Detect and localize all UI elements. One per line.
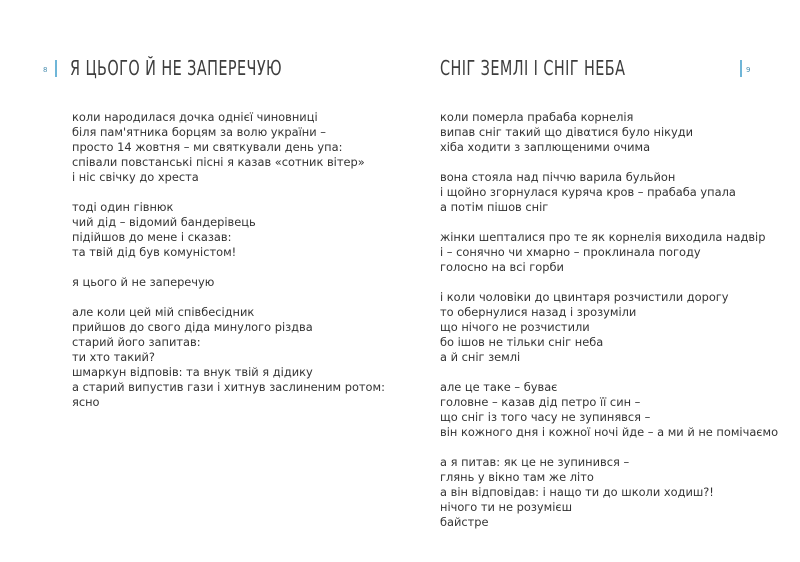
poem-line: та твій дід був комуністом! [72, 245, 237, 259]
poem-line: підійшов до мене і сказав: [72, 230, 232, 244]
poem-line: але коли цей мій співбесідник [72, 305, 255, 319]
accent-bar-left [55, 60, 57, 77]
poem-line: просто 14 жовтня – ми святкували день упа: [72, 140, 343, 154]
poem-line: а старий випустив гази і хитнув заслиненим ротом: [72, 380, 385, 394]
poem-line: співали повстанські пісні я казав «сотник вітер» [72, 155, 365, 169]
poem-line: що нічого не розчистили [440, 320, 590, 334]
poem-line: і – сонячно чи хмарно – проклинала погоду [440, 245, 701, 259]
poem-line: коли померла прабаба корнелія [440, 110, 634, 124]
stanza-break [72, 290, 385, 305]
accent-bar-right [740, 60, 742, 77]
poem-line: а потім пішов сніг [440, 200, 549, 214]
poem-line: біля пам'ятника борцям за волю україни – [72, 125, 326, 139]
poem-line: глянь у вікно там же літо [440, 470, 594, 484]
poem-line: і коли чоловіки до цвинтаря розчистили дорогу [440, 290, 729, 304]
right-page [400, 0, 800, 562]
stanza-break [440, 440, 778, 455]
poem-line: жінки шепталися про те як корнелія виходила надвір [440, 230, 766, 244]
poem-title-right: СНІГ ЗЕМЛІ І СНІГ НЕБА [440, 56, 626, 80]
poem-line: старий його запитав: [72, 335, 201, 349]
page-number-left: 8 [43, 66, 48, 74]
poem-body-right [440, 110, 778, 530]
poem-line: чий дід – відомий бандерівець [72, 215, 256, 229]
poem-line: нічого ти не розумієш [440, 500, 573, 514]
poem-title-left: Я ЦЬОГО Й НЕ ЗАПЕРЕЧУЮ [70, 56, 283, 80]
poem-line: прийшов до свого діда минулого різдва [72, 320, 313, 334]
poem-body-left [72, 110, 385, 410]
stanza-break [440, 155, 778, 170]
poem-line: головне – казав дід петро її син – [440, 395, 641, 409]
poem-line: хіба ходити з заплющеними очима [440, 140, 651, 154]
poem-line: голосно на всі горби [440, 260, 564, 274]
poem-line: а я питав: як це не зупинився – [440, 455, 630, 469]
poem-line: байстре [440, 515, 489, 529]
stanza-break [440, 365, 778, 380]
poem-line: бо ішов не тільки сніг неба [440, 335, 604, 349]
poem-line: але це таке – буває [440, 380, 558, 394]
poem-line: що сніг із того часу не зупинявся – [440, 410, 651, 424]
poem-line: а й сніг землі [440, 350, 521, 364]
poem-line: ясно [72, 395, 100, 409]
poem-line: випав сніг такий що дівατися було нікуди [440, 125, 694, 139]
poem-line: то обернулися назад і зрозуміли [440, 305, 637, 319]
stanza-break [72, 260, 385, 275]
poem-line: а він відповідав: і нащо ти до школи ходиш?! [440, 485, 714, 499]
stanza-break [440, 215, 778, 230]
poem-line: ти хто такий? [72, 350, 155, 364]
poem-line: і щойно згорнулася куряча кров – прабаба упала [440, 185, 736, 199]
poem-line: шмаркун відповів: та внук твій я дідику [72, 365, 313, 379]
poem-line: я цього й не заперечую [72, 275, 215, 289]
stanza-break [440, 275, 778, 290]
poem-line: тоді один гівнюк [72, 200, 174, 214]
poem-line: і ніс свічку до хреста [72, 170, 199, 184]
page-number-right: 9 [746, 66, 751, 74]
poem-line: коли народилася дочка однієї чиновниці [72, 110, 318, 124]
poem-line: він кожного дня і кожної ночі йде – а ми й не помічаємо [440, 425, 779, 439]
poem-line: вона стояла над піччю варила бульйон [440, 170, 676, 184]
stanza-break [72, 185, 385, 200]
